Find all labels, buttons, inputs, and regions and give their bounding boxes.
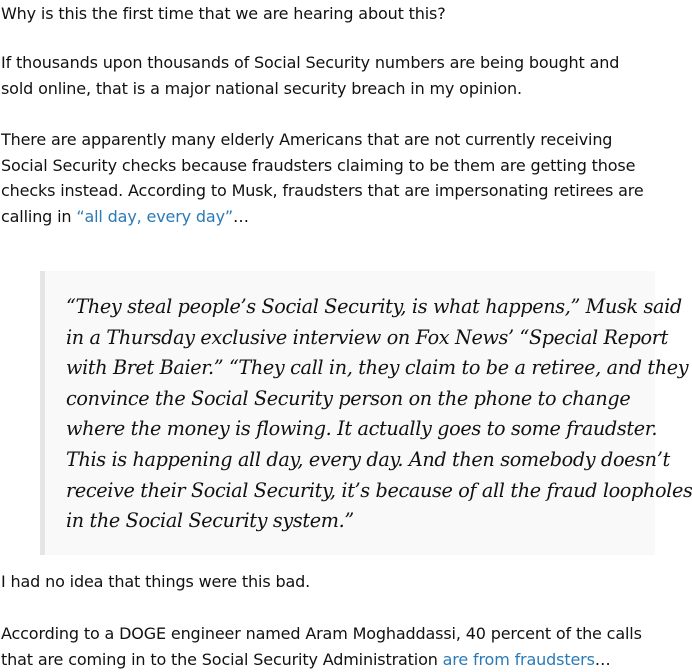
quote-line: where the money is flowing. It actually goes to some fraudster.	[66, 414, 692, 445]
quote-line: convince the Social Security person on the phone to change	[66, 384, 692, 415]
paragraph-line: There are apparently many elderly Americans that are not currently receiving	[1, 127, 644, 153]
paragraph-line: I had no idea that things were this bad.	[1, 569, 310, 595]
paragraph-line-prefix: calling in	[1, 207, 76, 226]
are-from-fraudsters-link[interactable]: are from fraudsters	[443, 650, 595, 669]
quote-line: in the Social Security system.”	[66, 506, 692, 537]
paragraph-line	[1, 647, 642, 672]
quote-line: with Bret Baier.” “They call in, they claim to be a retiree, and they	[66, 353, 692, 384]
paragraph-2	[0, 50, 623, 101]
quote-line: “They steal people’s Social Security, is what happens,” Musk said	[66, 292, 692, 323]
quote-line: in a Thursday exclusive interview on Fox News’ “Special Report	[66, 323, 692, 354]
paragraph-line-suffix: …	[595, 650, 611, 669]
paragraph-5	[0, 621, 646, 672]
all-day-every-day-link[interactable]: “all day, every day”	[76, 207, 233, 226]
paragraph-line: If thousands upon thousands of Social Security numbers are being bought and	[1, 50, 619, 76]
quote-text	[66, 292, 692, 537]
paragraph-line-prefix: that are coming in to the Social Security Administration	[1, 650, 443, 669]
blockquote	[40, 271, 655, 555]
paragraph-line: Why is this the first time that we are hearing about this?	[1, 1, 446, 27]
paragraph-line	[1, 204, 644, 230]
paragraph-line: According to a DOGE engineer named Aram Moghaddassi, 40 percent of the calls	[1, 621, 642, 647]
paragraph-4	[0, 569, 314, 595]
paragraph-line: Social Security checks because fraudsters claiming to be them are getting those	[1, 153, 644, 179]
paragraph-line: checks instead. According to Musk, fraudsters that are impersonating retirees are	[1, 178, 644, 204]
quote-line: This is happening all day, every day. And then somebody doesn’t	[66, 445, 692, 476]
quote-line: receive their Social Security, it’s because of all the fraud loopholes	[66, 476, 692, 507]
paragraph-line-suffix: …	[233, 207, 249, 226]
paragraph-line: sold online, that is a major national security breach in my opinion.	[1, 76, 619, 102]
paragraph-1	[0, 1, 450, 27]
paragraph-3	[0, 127, 648, 229]
